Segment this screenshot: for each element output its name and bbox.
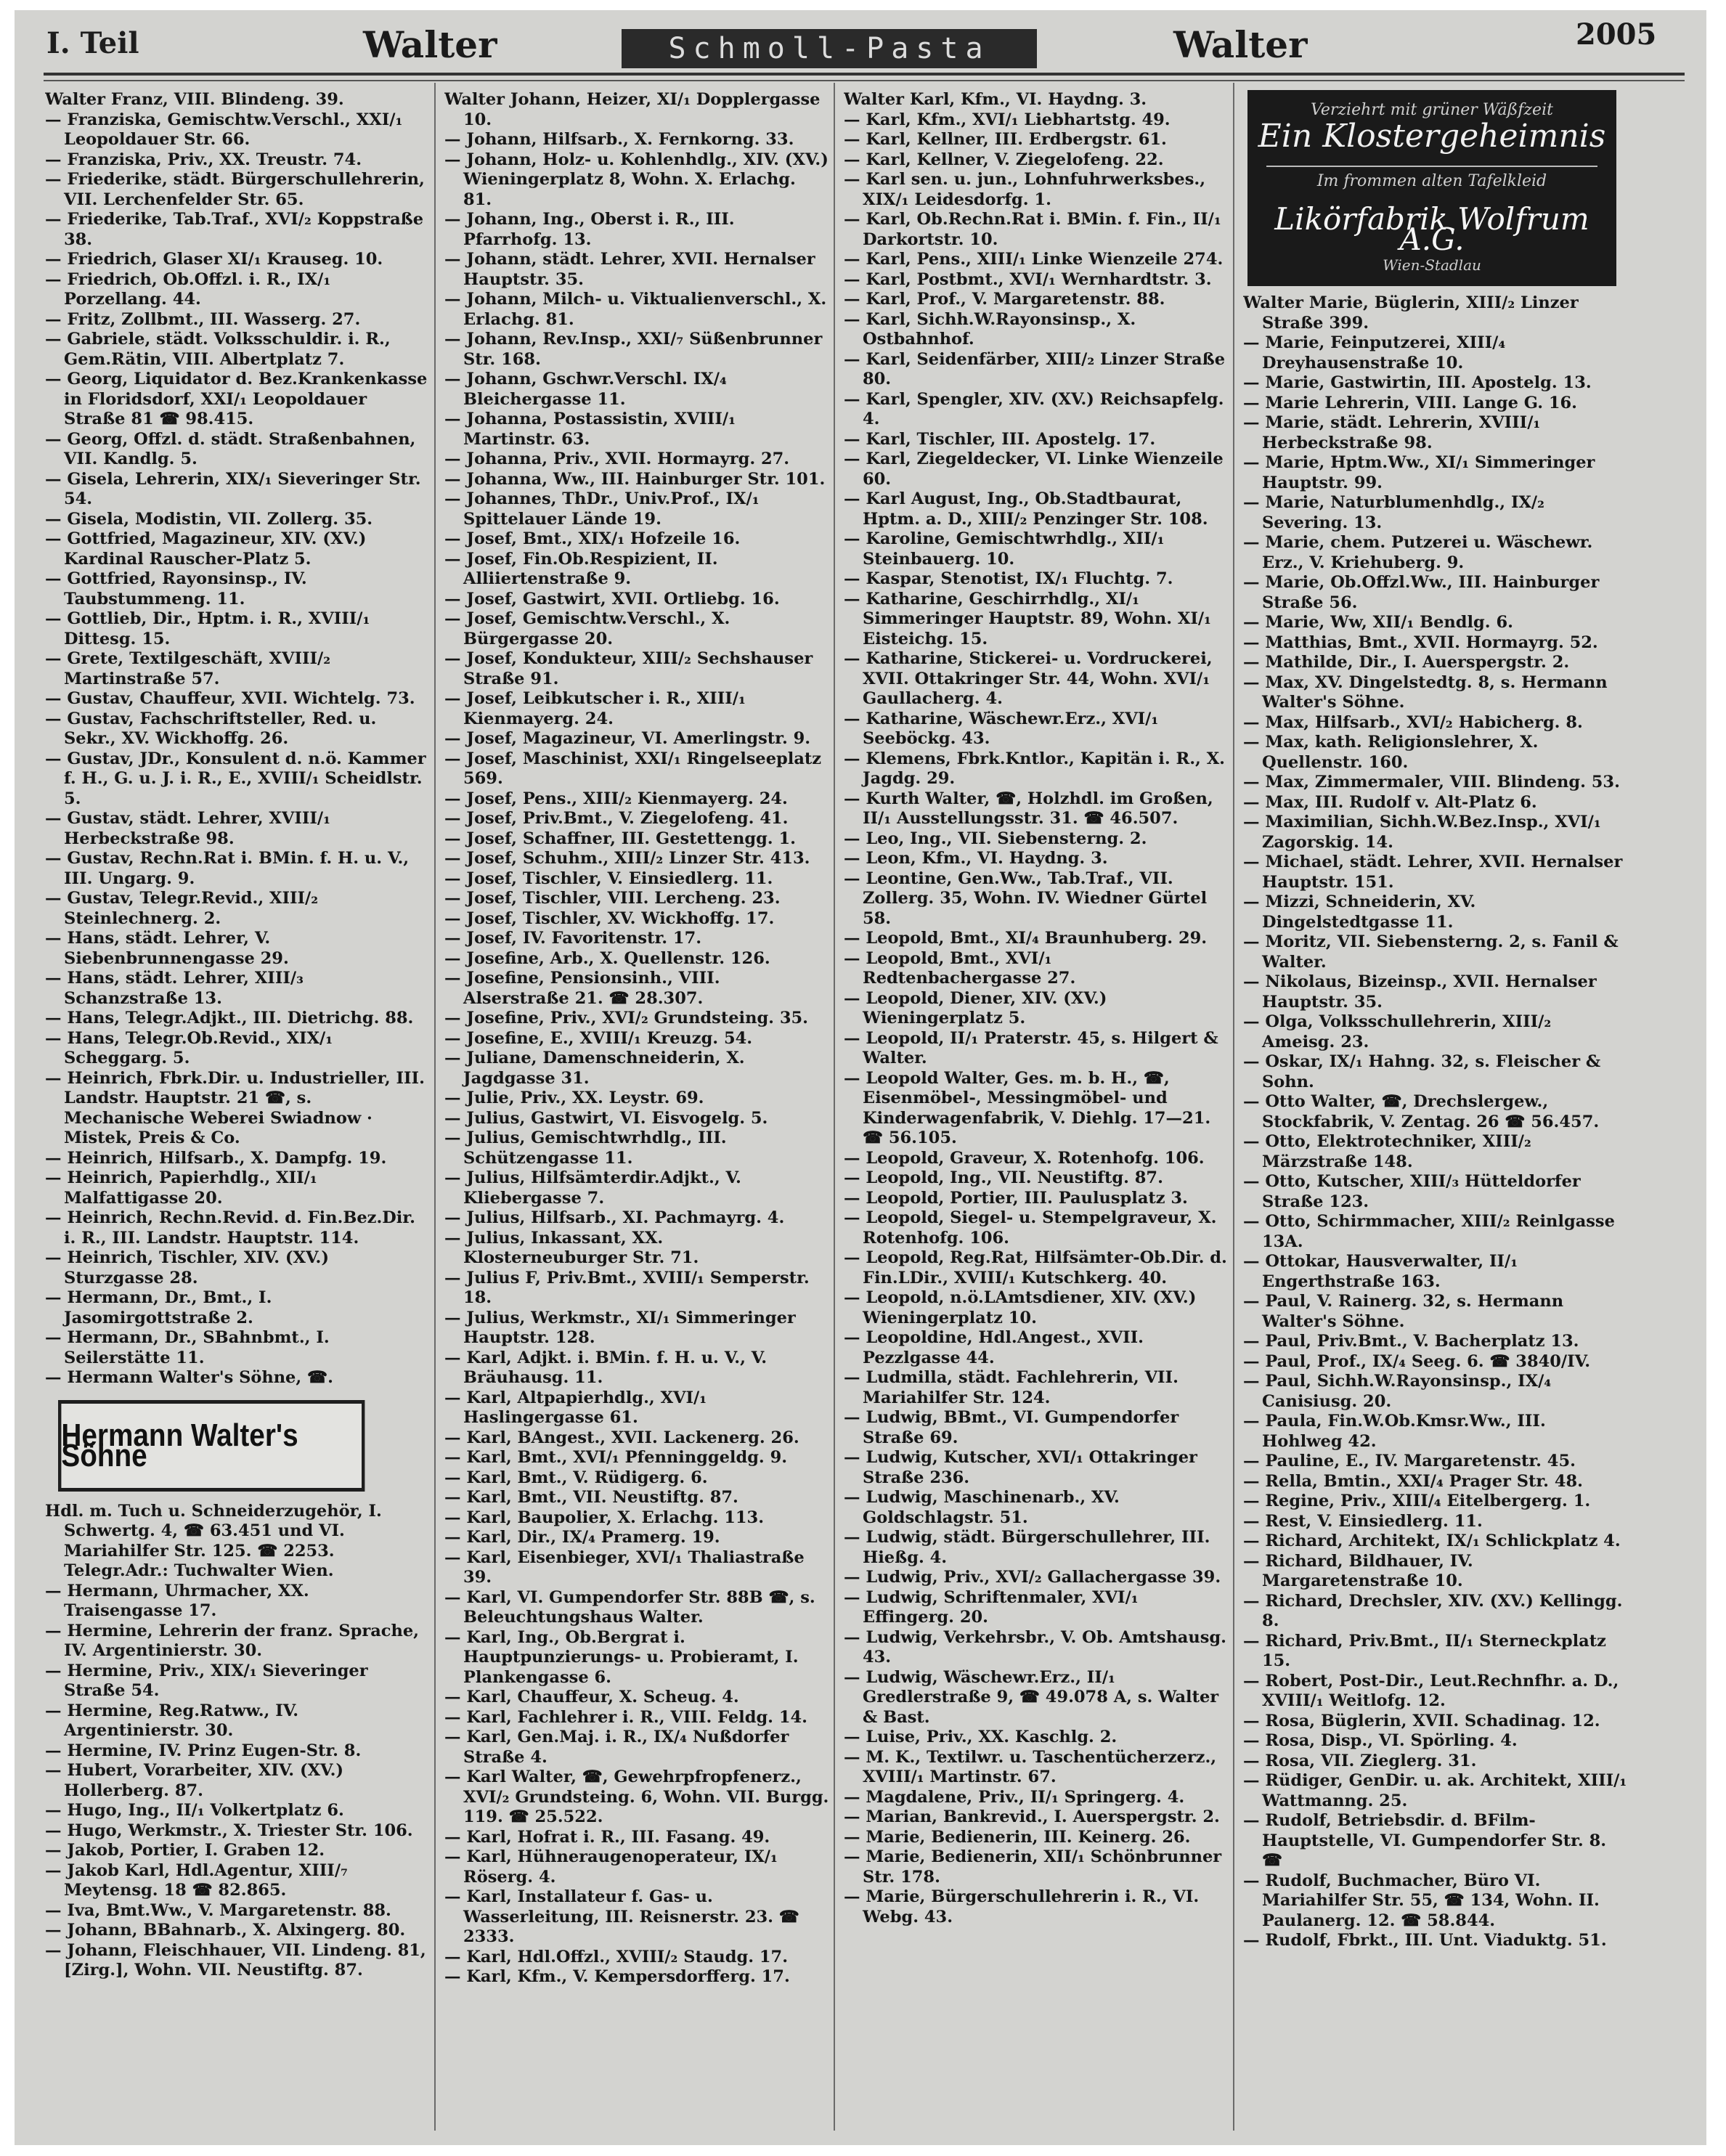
directory-entry: — Paul, Sichh.W.Rayonsinsp., IX/₄ Canisiusg. 20. bbox=[1243, 1372, 1552, 1411]
directory-entry: — Marie, Naturblumenhdlg., IX/₂ Severing. 13. bbox=[1243, 493, 1544, 532]
part-label: I. Teil bbox=[46, 26, 139, 60]
directory-entry: — Leopold, Reg.Rat, Hilfsämter-Ob.Dir. d. Fin.LDir., XVIII/₁ Kutschkerg. 40. bbox=[844, 1248, 1227, 1288]
directory-entry: — Franziska, Priv., XX. Treustr. 74. bbox=[45, 150, 362, 169]
directory-entry: — Josef, Fin.Ob.Respizient, II. Alliiertenstraße 9. bbox=[444, 549, 718, 588]
directory-entry: Walter Franz, VIII. Blindeng. 39. bbox=[45, 90, 344, 109]
directory-entry: — Rudolf, Buchmacher, Büro VI. Mariahilfer Str. 55, ☎ 134, Wohn. II. Paulanerg. 12. ☎ 58.844. bbox=[1243, 1871, 1600, 1930]
column-2 bbox=[444, 90, 829, 2123]
directory-entry: — Marie, Ww, XII/₁ Bendlg. 6. bbox=[1243, 613, 1513, 632]
directory-entry: — Julius, Hilfsarb., XI. Pachmayrg. 4. bbox=[444, 1208, 785, 1227]
directory-entry: — Kaspar, Stenotist, IX/₁ Fluchtg. 7. bbox=[844, 569, 1173, 588]
directory-entry: — Karl, Dir., IX/₄ Pramerg. 19. bbox=[444, 1528, 720, 1547]
directory-entry: — Ludwig, Wäschewr.Erz., II/₁ Gredlerstraße 9, ☎ 49.078 A, s. Walter & Bast. bbox=[844, 1667, 1219, 1727]
column-divider bbox=[834, 83, 835, 2131]
directory-entry: — Josef, IV. Favoritenstr. 17. bbox=[444, 929, 702, 948]
directory-entry: — Julius F, Priv.Bmt., XVIII/₁ Semperstr. 18. bbox=[444, 1268, 810, 1307]
directory-entry: — Karl, Kellner, V. Ziegelofeng. 22. bbox=[844, 150, 1164, 169]
header-name-left: Walter bbox=[363, 23, 497, 66]
directory-entry: — Karl, Ob.Rechn.Rat i. BMin. f. Fin., II/₁ Darkortstr. 10. bbox=[844, 210, 1221, 249]
directory-entry: — Karl, Hühneraugenoperateur, IX/₁ Röserg. 4. bbox=[444, 1847, 778, 1887]
directory-entry: — Hans, städt. Lehrer, XIII/₃ Schanzstraße 13. bbox=[45, 969, 304, 1008]
directory-entry: — Franziska, Gemischtw.Verschl., XXI/₁ Leopoldauer Str. 66. bbox=[45, 110, 403, 149]
directory-entry: — Ludwig, Priv., XVI/₂ Gallachergasse 39. bbox=[844, 1568, 1221, 1587]
page-number: 2005 bbox=[1576, 17, 1657, 52]
directory-entry: — Otto Walter, ☎, Drechslergew., Stockfabrik, V. Zentag. 26 ☎ 56.457. bbox=[1243, 1092, 1600, 1131]
directory-entry: — Ottokar, Hausverwalter, II/₁ Engerthstraße 163. bbox=[1243, 1252, 1518, 1291]
directory-entry: — Leopold, Portier, III. Paulusplatz 3. bbox=[844, 1188, 1188, 1208]
directory-entry: — Marie Lehrerin, VIII. Lange G. 16. bbox=[1243, 393, 1578, 412]
directory-entry: — Johanna, Ww., III. Hainburger Str. 101. bbox=[444, 469, 826, 489]
header-rule bbox=[44, 73, 1685, 76]
directory-entry: — Marie, Ob.Offzl.Ww., III. Hainburger Straße 56. bbox=[1243, 573, 1600, 612]
directory-entry: — Johann, Milch- u. Viktualienverschl., X. Erlachg. 81. bbox=[444, 290, 827, 329]
entry-list-2 bbox=[444, 90, 829, 1988]
directory-entry: — Marie, Gastwirtin, III. Apostelg. 13. bbox=[1243, 373, 1592, 392]
directory-entry: — Otto, Schirmmacher, XIII/₂ Reinlgasse 13A. bbox=[1243, 1212, 1615, 1251]
directory-entry: — Johann, Rev.Insp., XXI/₇ Süßenbrunner Str. 168. bbox=[444, 330, 823, 369]
directory-entry: — Olga, Volksschullehrerin, XIII/₂ Ameisg. 23. bbox=[1243, 1012, 1552, 1051]
directory-entry: — Gustav, Rechn.Rat i. BMin. f. H. u. V., III. Ungarg. 9. bbox=[45, 849, 410, 888]
directory-entry: — Marie, städt. Lehrerin, XVIII/₁ Herbeckstraße 98. bbox=[1243, 413, 1541, 452]
directory-entry: — Josefine, Pensionsinh., VIII. Alserstraße 21. ☎ 28.307. bbox=[444, 969, 720, 1008]
directory-entry: — Leopold, Graveur, X. Rotenhofg. 106. bbox=[844, 1148, 1205, 1168]
directory-entry: — Karl, Installateur f. Gas- u. Wasserleitung, III. Reisnerstr. 23. ☎ 2333. bbox=[444, 1887, 799, 1946]
directory-entry: — Rest, V. Einsiedlerg. 11. bbox=[1243, 1511, 1483, 1531]
directory-entry: — Karl, Eisenbieger, XVI/₁ Thaliastraße 39. bbox=[444, 1547, 805, 1587]
directory-entry: — Karl, Postbmt., XVI/₁ Wernhardtstr. 3. bbox=[844, 269, 1212, 289]
column-1 bbox=[45, 90, 430, 2123]
liquor-advert-location: Wien-Stadlau bbox=[1383, 256, 1481, 274]
directory-entry: — Karl, Adjkt. i. BMin. f. H. u. V., V. Bräuhausg. 11. bbox=[444, 1348, 768, 1387]
directory-entry: — Max, Hilfsarb., XVI/₂ Habicherg. 8. bbox=[1243, 712, 1583, 732]
directory-page bbox=[15, 10, 1706, 2145]
directory-entry: — Leopold, Bmt., XVI/₁ Redtenbachergasse 27. bbox=[844, 948, 1076, 988]
directory-entry: — Julius, Gemischtwrhdlg., III. Schützengasse 11. bbox=[444, 1128, 727, 1168]
directory-entry: — Josef, Tischler, V. Einsiedlerg. 11. bbox=[444, 868, 773, 888]
entry-list-1b bbox=[45, 1502, 430, 1981]
directory-entry: — Friedrich, Glaser XI/₁ Krauseg. 10. bbox=[45, 250, 383, 269]
directory-entry: — Juliane, Damenschneiderin, X. Jagdgasse 31. bbox=[444, 1049, 745, 1088]
directory-entry: — Josef, Kondukteur, XIII/₂ Sechshauser Straße 91. bbox=[444, 649, 813, 688]
directory-entry: — Max, kath. Religionslehrer, X. Quellenstr. 160. bbox=[1243, 733, 1539, 772]
directory-entry: — Richard, Architekt, IX/₁ Schlickplatz 4. bbox=[1243, 1531, 1621, 1550]
directory-entry: — Karl, Prof., V. Margaretenstr. 88. bbox=[844, 290, 1165, 309]
directory-entry: — Hermine, Lehrerin der franz. Sprache, IV. Argentinierstr. 30. bbox=[45, 1621, 419, 1660]
directory-entry: — Josef, Schaffner, III. Gestettengg. 1. bbox=[444, 829, 796, 848]
directory-entry: — Moritz, VII. Siebensterng. 2, s. Fanil & Walter. bbox=[1243, 932, 1619, 972]
directory-entry: — Katharine, Geschirrhdlg., XI/₁ Simmeringer Hauptstr. 89, Wohn. XI/₁ Eisteichg. 15. bbox=[844, 589, 1211, 648]
directory-entry: Walter Johann, Heizer, XI/₁ Dopplergasse 10. bbox=[444, 90, 821, 129]
directory-entry: — Karl, Ziegeldecker, VI. Linke Wienzeile 60. bbox=[844, 449, 1224, 489]
directory-entry: — Gisela, Lehrerin, XIX/₁ Sieveringer Str. 54. bbox=[45, 469, 421, 508]
directory-entry: — Rüdiger, GenDir. u. ak. Architekt, XIII/₁ Wattmanng. 25. bbox=[1243, 1771, 1627, 1810]
directory-entry: — Friederike, Tab.Traf., XVI/₂ Koppstraße 38. bbox=[45, 210, 424, 249]
directory-entry: — Matthias, Bmt., XVII. Hormayrg. 52. bbox=[1243, 632, 1598, 652]
directory-entry: — Ludwig, Kutscher, XVI/₁ Ottakringer Straße 236. bbox=[844, 1448, 1197, 1487]
directory-entry: — Marie, chem. Putzerei u. Wäschewr. Erz., V. Kriehuberg. 9. bbox=[1243, 533, 1593, 572]
directory-entry: — Michael, städt. Lehrer, XVII. Hernalser Hauptstr. 151. bbox=[1243, 853, 1623, 892]
directory-entry: — Johann, städt. Lehrer, XVII. Hernalser Hauptstr. 35. bbox=[444, 250, 815, 289]
directory-entry: — Rella, Bmtin., XXI/₄ Prager Str. 48. bbox=[1243, 1471, 1583, 1491]
directory-entry: — Hermann, Dr., SBahnbmt., I. Seilerstätte 11. bbox=[45, 1328, 330, 1367]
directory-entry: — Karl, Baupolier, X. Erlachg. 113. bbox=[444, 1508, 765, 1527]
directory-entry: — Jakob Karl, Hdl.Agentur, XIII/₇ Meytensg. 18 ☎ 82.865. bbox=[45, 1860, 348, 1900]
directory-entry: — Hermine, IV. Prinz Eugen-Str. 8. bbox=[45, 1741, 362, 1760]
directory-entry: — Hermann, Dr., Bmt., I. Jasomirgottstraße 2. bbox=[45, 1288, 272, 1327]
directory-entry: — Hans, Telegr.Ob.Revid., XIX/₁ Scheggarg. 5. bbox=[45, 1028, 333, 1067]
directory-entry: — Mizzi, Schneiderin, XV. Dingelstedtgasse 11. bbox=[1243, 892, 1476, 932]
directory-entry: — Katharine, Stickerei- u. Vordruckerei, XVII. Ottakringer Str. 44, Wohn. XVI/₁ Gaullacherg. 4. bbox=[844, 649, 1213, 708]
directory-entry: — Richard, Priv.Bmt., II/₁ Sterneckplatz 15. bbox=[1243, 1631, 1606, 1670]
directory-entry: — Karl sen. u. jun., Lohnfuhrwerksbes., XIX/₁ Leidesdorfg. 1. bbox=[844, 170, 1206, 209]
directory-entry: — Karl, Bmt., VII. Neustiftg. 87. bbox=[444, 1488, 738, 1507]
directory-entry: — Richard, Drechsler, XIV. (XV.) Kellingg. 8. bbox=[1243, 1591, 1623, 1630]
directory-entry: — Rudolf, Betriebsdir. d. BFilm-Hauptstelle, VI. Gumpendorfer Str. 8. ☎ bbox=[1243, 1811, 1607, 1870]
directory-entry: — Gustav, Chauffeur, XVII. Wichtelg. 73. bbox=[45, 689, 415, 708]
column-3 bbox=[844, 90, 1229, 2123]
directory-entry: — Karl, Sichh.W.Rayonsinsp., X. Ostbahnhof. bbox=[844, 309, 1136, 349]
directory-entry: — Marie, Bedienerin, III. Keinerg. 26. bbox=[844, 1827, 1191, 1847]
directory-entry: — Ludwig, Maschinenarb., XV. Goldschlagstr. 51. bbox=[844, 1488, 1120, 1527]
directory-entry: — Josef, Leibkutscher i. R., XIII/₁ Kienmayerg. 24. bbox=[444, 689, 746, 728]
directory-entry: — Marie, Bürgerschullehrerin i. R., VI. Webg. 43. bbox=[844, 1887, 1200, 1927]
directory-entry: — Gottfried, Rayonsinsp., IV. Taubstummeng. 11. bbox=[45, 569, 307, 609]
directory-entry: — Regine, Priv., XIII/₄ Eitelbergerg. 1. bbox=[1243, 1492, 1591, 1510]
directory-entry: — Leopold, Ing., VII. Neustiftg. 87. bbox=[844, 1168, 1163, 1187]
directory-entry: — Marie, Bedienerin, XII/₁ Schönbrunner Str. 178. bbox=[844, 1847, 1222, 1887]
directory-entry: — Leo, Ing., VII. Siebensterng. 2. bbox=[844, 829, 1147, 848]
directory-entry: — Josefine, Priv., XVI/₂ Grundsteing. 35. bbox=[444, 1009, 808, 1028]
directory-entry: — Karl, Fachlehrer i. R., VIII. Feldg. 14. bbox=[444, 1707, 807, 1727]
directory-entry: — Leopoldine, Hdl.Angest., XVII. Pezzlgasse 44. bbox=[844, 1328, 1144, 1367]
directory-entry: — Rudolf, Fbrkt., III. Unt. Viaduktg. 51. bbox=[1243, 1931, 1607, 1950]
header-name-right: Walter bbox=[1173, 23, 1308, 66]
directory-entry: — Ludwig, Verkehrsbr., V. Ob. Amtshausg. 43. bbox=[844, 1627, 1226, 1667]
column-divider bbox=[434, 83, 436, 2131]
directory-entry: — Gustav, Telegr.Revid., XIII/₂ Steinlechnerg. 2. bbox=[45, 889, 319, 928]
directory-entry: — Karoline, Gemischtwrhdlg., XII/₁ Steinbauerg. 10. bbox=[844, 529, 1165, 569]
directory-entry: — Karl, VI. Gumpendorfer Str. 88B ☎, s. Beleuchtungshaus Walter. bbox=[444, 1587, 815, 1627]
directory-entry: — Leopold, Diener, XIV. (XV.) Wieningerplatz 5. bbox=[844, 988, 1107, 1028]
directory-entry: — Katharine, Wäschewr.Erz., XVI/₁ Seeböckg. 43. bbox=[844, 709, 1159, 748]
header-rule-thin bbox=[44, 80, 1685, 81]
liquor-advert bbox=[1247, 90, 1616, 286]
directory-entry: — Karl, Hofrat i. R., III. Fasang. 49. bbox=[444, 1827, 770, 1847]
directory-entry: — Hugo, Ing., II/₁ Volkertplatz 6. bbox=[45, 1801, 344, 1820]
directory-entry: — Karl, Gen.Maj. i. R., IX/₄ Nußdorfer Straße 4. bbox=[444, 1728, 789, 1767]
liquor-advert-line1: Verziehrt mit grüner Wäßfzeit bbox=[1311, 101, 1553, 119]
directory-entry: — Josef, Tischler, VIII. Lercheng. 23. bbox=[444, 889, 781, 908]
directory-entry: — Magdalene, Priv., II/₁ Springerg. 4. bbox=[844, 1787, 1185, 1807]
directory-entry: — Julius, Hilfsämterdir.Adjkt., V. Kliebergasse 7. bbox=[444, 1168, 741, 1208]
directory-entry: — Josef, Tischler, XV. Wickhoffg. 17. bbox=[444, 908, 775, 928]
directory-entry: — Ludwig, BBmt., VI. Gumpendorfer Straße 69. bbox=[844, 1408, 1179, 1447]
directory-entry: — Josef, Gastwirt, XVII. Ortliebg. 16. bbox=[444, 589, 780, 609]
directory-entry: — Heinrich, Tischler, XIV. (XV.) Sturzgasse 28. bbox=[45, 1248, 329, 1288]
directory-entry: — Johann, BBahnarb., X. Alxingerg. 80. bbox=[45, 1921, 406, 1940]
directory-entry: — Karl, Chauffeur, X. Scheug. 4. bbox=[444, 1688, 739, 1707]
directory-entry: — Gustav, JDr., Konsulent d. n.ö. Kammer f. H., G. u. J. i. R., E., XVIII/₁ Scheidlstr. 5. bbox=[45, 749, 426, 808]
directory-entry: — Hermine, Reg.Ratww., IV. Argentinierstr. 30. bbox=[45, 1701, 299, 1740]
directory-entry: — Karl, Hdl.Offzl., XVIII/₂ Staudg. 17. bbox=[444, 1947, 789, 1966]
directory-entry: — Otto, Kutscher, XIII/₃ Hütteldorfer Straße 123. bbox=[1243, 1172, 1581, 1211]
directory-entry: — Karl, Tischler, III. Apostelg. 17. bbox=[844, 429, 1156, 449]
directory-entry: — Karl, Bmt., XVI/₁ Pfenninggeldg. 9. bbox=[444, 1448, 788, 1467]
directory-entry: — Oskar, IX/₁ Hahng. 32, s. Fleischer & Sohn. bbox=[1243, 1052, 1601, 1091]
directory-entry: — Josef, Priv.Bmt., V. Ziegelofeng. 41. bbox=[444, 809, 789, 828]
directory-entry: — Heinrich, Hilfsarb., X. Dampfg. 19. bbox=[45, 1148, 387, 1168]
entry-list-4 bbox=[1243, 293, 1628, 1951]
directory-entry: — Robert, Post-Dir., Leut.Rechnfhr. a. D., XVIII/₁ Weitlofg. 12. bbox=[1243, 1671, 1619, 1710]
directory-entry: — Josef, Magazineur, VI. Amerlingstr. 9. bbox=[444, 729, 811, 748]
directory-entry: — M. K., Textilwr. u. Taschentücherzerz., XVIII/₁ Martinstr. 67. bbox=[844, 1747, 1217, 1786]
directory-entry: — Gottfried, Magazineur, XIV. (XV.) Kardinal Rauscher-Platz 5. bbox=[45, 529, 367, 569]
liquor-advert-title: Ein Klostergeheimnis bbox=[1258, 118, 1606, 155]
directory-entry: — Karl, Bmt., V. Rüdigerg. 6. bbox=[444, 1468, 708, 1487]
directory-entry: — Heinrich, Fbrk.Dir. u. Industrieller, III. Landstr. Hauptstr. 21 ☎, s. Mechanische Weberei Swiadnow · Mistek, Preis & Co. bbox=[45, 1068, 425, 1147]
directory-entry: — Hans, städt. Lehrer, V. Siebenbrunnengasse 29. bbox=[45, 929, 289, 968]
directory-entry: — Hubert, Vorarbeiter, XIV. (XV.) Hollerberg. 87. bbox=[45, 1761, 344, 1800]
hermann-walter-advert: Hermann Walter's Söhne bbox=[58, 1400, 365, 1492]
directory-entry: — Iva, Bmt.Ww., V. Margaretenstr. 88. bbox=[45, 1900, 391, 1920]
directory-entry: — Friederike, städt. Bürgerschullehrerin, VII. Lerchenfelder Str. 65. bbox=[45, 170, 425, 209]
directory-entry: — Johann, Hilfsarb., X. Fernkorng. 33. bbox=[444, 130, 794, 149]
directory-entry: — Georg, Liquidator d. Bez.Krankenkasse in Floridsdorf, XXI/₁ Leopoldauer Straße 81 ☎ 98.415. bbox=[45, 370, 428, 428]
directory-entry: — Leopold, Bmt., XI/₄ Braunhuberg. 29. bbox=[844, 929, 1208, 948]
directory-entry: — Karl, Pens., XIII/₁ Linke Wienzeile 274. bbox=[844, 250, 1224, 269]
directory-entry: — Hugo, Werkmstr., X. Triester Str. 106. bbox=[45, 1821, 413, 1840]
directory-entry: Hdl. m. Tuch u. Schneiderzugehör, I. Schwertg. 4, ☎ 63.451 und VI. Mariahilfer Str. 125. ☎ 2253. Telegr.Adr.: Tuchwalter Wien. bbox=[45, 1501, 382, 1580]
directory-entry: — Josef, Gemischtw.Verschl., X. Bürgergasse 20. bbox=[444, 609, 730, 648]
directory-entry: — Hermann Walter's Söhne, ☎. bbox=[45, 1368, 333, 1387]
directory-entry: Walter Marie, Büglerin, XIII/₂ Linzer Straße 399. bbox=[1243, 293, 1579, 333]
directory-entry: — Gustav, städt. Lehrer, XVIII/₁ Herbeckstraße 98. bbox=[45, 809, 330, 848]
directory-entry: — Maximilian, Sichh.W.Bez.Insp., XVI/₁ Zagorskig. 14. bbox=[1243, 813, 1601, 852]
directory-entry: — Fritz, Zollbmt., III. Wasserg. 27. bbox=[45, 309, 361, 329]
directory-entry: — Max, III. Rudolf v. Alt-Platz 6. bbox=[1243, 792, 1537, 812]
directory-entry: — Josef, Pens., XIII/₂ Kienmayerg. 24. bbox=[444, 789, 788, 808]
directory-entry: — Heinrich, Papierhdlg., XII/₁ Malfattigasse 20. bbox=[45, 1168, 317, 1208]
directory-entry: — Leopold, II/₁ Praterstr. 45, s. Hilgert & Walter. bbox=[844, 1028, 1218, 1067]
directory-entry: — Josefine, E., XVIII/₁ Kreuzg. 54. bbox=[444, 1028, 753, 1048]
directory-entry: — Leon, Kfm., VI. Haydng. 3. bbox=[844, 849, 1108, 868]
directory-entry: — Friedrich, Ob.Offzl. i. R., IX/₁ Porzellang. 44. bbox=[45, 269, 331, 309]
directory-entry: — Julie, Priv., XX. Leystr. 69. bbox=[444, 1089, 704, 1107]
directory-entry: — Pauline, E., IV. Margaretenstr. 45. bbox=[1243, 1452, 1576, 1470]
directory-entry: — Josef, Maschinist, XXI/₁ Ringelseeplatz 569. bbox=[444, 749, 822, 788]
directory-entry: — Mathilde, Dir., I. Auerspergstr. 2. bbox=[1243, 653, 1570, 672]
directory-entry: — Rosa, VII. Zieglerg. 31. bbox=[1243, 1751, 1477, 1770]
header-advert-banner: Schmoll-Pasta bbox=[622, 29, 1037, 68]
directory-entry: — Leopold, Siegel- u. Stempelgraveur, X. Rotenhofg. 106. bbox=[844, 1208, 1217, 1248]
directory-entry: — Rosa, Büglerin, XVII. Schadinag. 12. bbox=[1243, 1711, 1600, 1730]
directory-entry: — Karl, Seidenfärber, XIII/₂ Linzer Straße 80. bbox=[844, 349, 1226, 389]
directory-entry: — Marian, Bankrevid., I. Auerspergstr. 2. bbox=[844, 1807, 1220, 1826]
directory-entry: — Marie, Hptm.Ww., XI/₁ Simmeringer Hauptstr. 99. bbox=[1243, 453, 1595, 492]
directory-entry: — Otto, Elektrotechniker, XIII/₂ Märzstraße 148. bbox=[1243, 1132, 1531, 1171]
directory-entry: — Gabriele, städt. Volksschuldir. i. R., Gem.Rätin, VIII. Albertplatz 7. bbox=[45, 330, 391, 369]
directory-entry: — Gisela, Modistin, VII. Zollerg. 35. bbox=[45, 509, 373, 529]
directory-entry: — Marie, Feinputzerei, XIII/₄ Dreyhausenstraße 10. bbox=[1243, 333, 1506, 373]
directory-entry: — Karl, Kfm., XVI/₁ Liebhartstg. 49. bbox=[844, 110, 1171, 129]
directory-entry: — Ludwig, Schriftenmaler, XVI/₁ Effingerg. 20. bbox=[844, 1587, 1139, 1627]
directory-entry: Walter Karl, Kfm., VI. Haydng. 3. bbox=[844, 90, 1147, 109]
directory-entry: — Josefine, Arb., X. Quellenstr. 126. bbox=[444, 948, 770, 968]
directory-entry: — Kurth Walter, ☎, Holzhdl. im Großen, II/₁ Ausstellungsstr. 31. ☎ 46.507. bbox=[844, 789, 1213, 828]
directory-entry: — Karl, Kfm., V. Kempersdorfferg. 17. bbox=[444, 1967, 790, 1986]
directory-entry: — Johanna, Postassistin, XVIII/₁ Martinstr. 63. bbox=[444, 410, 736, 449]
directory-entry: — Karl, Altpapierhdlg., XVI/₁ Haslingergasse 61. bbox=[444, 1388, 707, 1427]
directory-entry: — Rosa, Disp., VI. Spörling. 4. bbox=[1243, 1731, 1518, 1750]
directory-entry: — Gottlieb, Dir., Hptm. i. R., XVIII/₁ Dittesg. 15. bbox=[45, 609, 370, 648]
directory-entry: — Josef, Bmt., XIX/₁ Hofzeile 16. bbox=[444, 529, 741, 548]
directory-entry: — Paul, Priv.Bmt., V. Bacherplatz 13. bbox=[1243, 1332, 1579, 1351]
directory-entry: — Heinrich, Rechn.Revid. d. Fin.Bez.Dir. i. R., III. Landstr. Hauptstr. 114. bbox=[45, 1208, 415, 1248]
directory-entry: — Johanna, Priv., XVII. Hormayrg. 27. bbox=[444, 449, 790, 468]
directory-entry: — Karl Walter, ☎, Gewehrpfropfenerz., XVI/₂ Grundsteing. 6, Wohn. VII. Burgg. 119. ☎ 25.522. bbox=[444, 1767, 829, 1826]
directory-entry: — Jakob, Portier, I. Graben 12. bbox=[45, 1841, 325, 1860]
directory-entry: — Hermann, Uhrmacher, XX. Traisengasse 17. bbox=[45, 1581, 309, 1620]
directory-entry: — Johann, Fleischhauer, VII. Lindeng. 81, [Zirg.], Wohn. VII. Neustiftg. 87. bbox=[45, 1940, 426, 1980]
directory-entry: — Ludwig, städt. Bürgerschullehrer, III. Hießg. 4. bbox=[844, 1528, 1210, 1567]
directory-entry: — Nikolaus, Bizeinsp., XVII. Hernalser Hauptstr. 35. bbox=[1243, 972, 1597, 1012]
directory-entry: — Johann, Holz- u. Kohlenhdlg., XIV. (XV.) Wieningerplatz 8, Wohn. X. Erlachg. 81. bbox=[444, 150, 829, 209]
liquor-advert-line3: Im frommen alten Tafelkleid bbox=[1316, 172, 1547, 190]
column-divider bbox=[1233, 83, 1234, 2131]
directory-entry: — Leontine, Gen.Ww., Tab.Traf., VII. Zollerg. 35, Wohn. IV. Wiedner Gürtel 58. bbox=[844, 868, 1208, 928]
directory-entry: — Gustav, Fachschriftsteller, Red. u. Sekr., XV. Wickhoffg. 26. bbox=[45, 709, 377, 748]
directory-entry: — Julius, Gastwirt, VI. Eisvogelg. 5. bbox=[444, 1108, 768, 1128]
directory-entry: — Paul, V. Rainerg. 32, s. Hermann Walter's Söhne. bbox=[1243, 1292, 1564, 1331]
directory-entry: — Georg, Offzl. d. städt. Straßenbahnen, VII. Kandlg. 5. bbox=[45, 429, 416, 468]
directory-entry: — Johann, Ing., Oberst i. R., III. Pfarrhofg. 13. bbox=[444, 210, 735, 249]
directory-entry: — Karl, Ing., Ob.Bergrat i. Hauptpunzierungs- u. Probieramt, I. Plankengasse 6. bbox=[444, 1627, 799, 1687]
directory-entry: — Karl August, Ing., Ob.Stadtbaurat, Hptm. a. D., XIII/₂ Penzinger Str. 108. bbox=[844, 489, 1208, 529]
directory-entry: — Klemens, Fbrk.Kntlor., Kapitän i. R., X. Jagdg. 29. bbox=[844, 749, 1225, 788]
column-4 bbox=[1243, 90, 1628, 2123]
liquor-advert-rule bbox=[1266, 166, 1597, 167]
directory-entry: — Josef, Schuhm., XIII/₂ Linzer Str. 413. bbox=[444, 849, 810, 868]
entry-list-1a bbox=[45, 90, 430, 1388]
liquor-advert-company: Likörfabrik Wolfrum A.G. bbox=[1274, 201, 1589, 257]
directory-entry: — Julius, Werkmstr., XI/₁ Simmeringer Hauptstr. 128. bbox=[444, 1308, 796, 1347]
directory-entry: — Grete, Textilgeschäft, XVIII/₂ Martinstraße 57. bbox=[45, 649, 331, 688]
directory-entry: — Johann, Gschwr.Verschl. IX/₄ Bleichergasse 11. bbox=[444, 370, 727, 409]
directory-entry: — Hermine, Priv., XIX/₁ Sieveringer Straße 54. bbox=[45, 1661, 368, 1700]
directory-entry: — Max, XV. Dingelstedtg. 8, s. Hermann Walter's Söhne. bbox=[1243, 672, 1608, 712]
entry-list-3 bbox=[844, 90, 1229, 1927]
directory-entry: — Paula, Fin.W.Ob.Kmsr.Ww., III. Hohlweg 42. bbox=[1243, 1412, 1546, 1451]
directory-entry: — Luise, Priv., XX. Kaschlg. 2. bbox=[844, 1728, 1118, 1746]
directory-entry: — Hans, Telegr.Adjkt., III. Dietrichg. 88. bbox=[45, 1009, 414, 1028]
directory-entry: — Ludmilla, städt. Fachlehrerin, VII. Mariahilfer Str. 124. bbox=[844, 1368, 1179, 1407]
directory-entry: — Leopold Walter, Ges. m. b. H., ☎, Eisenmöbel-, Messingmöbel- und Kinderwagenfabrik, V. Diehlg. 17—21. ☎ 56.105. bbox=[844, 1068, 1211, 1147]
directory-entry: — Karl, Kellner, III. Erdbergstr. 61. bbox=[844, 130, 1167, 149]
directory-entry: — Julius, Inkassant, XX. Klosterneuburger Str. 71. bbox=[444, 1228, 699, 1267]
directory-entry: — Johannes, ThDr., Univ.Prof., IX/₁ Spittelauer Lände 19. bbox=[444, 489, 760, 529]
directory-entry: — Karl, Spengler, XIV. (XV.) Reichsapfelg. 4. bbox=[844, 389, 1224, 428]
directory-entry: — Max, Zimmermaler, VIII. Blindeng. 53. bbox=[1243, 773, 1620, 792]
directory-entry: — Leopold, n.ö.LAmtsdiener, XIV. (XV.) Wieningerplatz 10. bbox=[844, 1288, 1197, 1327]
directory-entry: — Richard, Bildhauer, IV. Margaretenstraße 10. bbox=[1243, 1551, 1473, 1590]
directory-entry: — Paul, Prof., IX/₄ Seeg. 6. ☎ 3840/IV. bbox=[1243, 1351, 1591, 1371]
directory-entry: — Karl, BAngest., XVII. Lackenerg. 26. bbox=[444, 1428, 799, 1447]
